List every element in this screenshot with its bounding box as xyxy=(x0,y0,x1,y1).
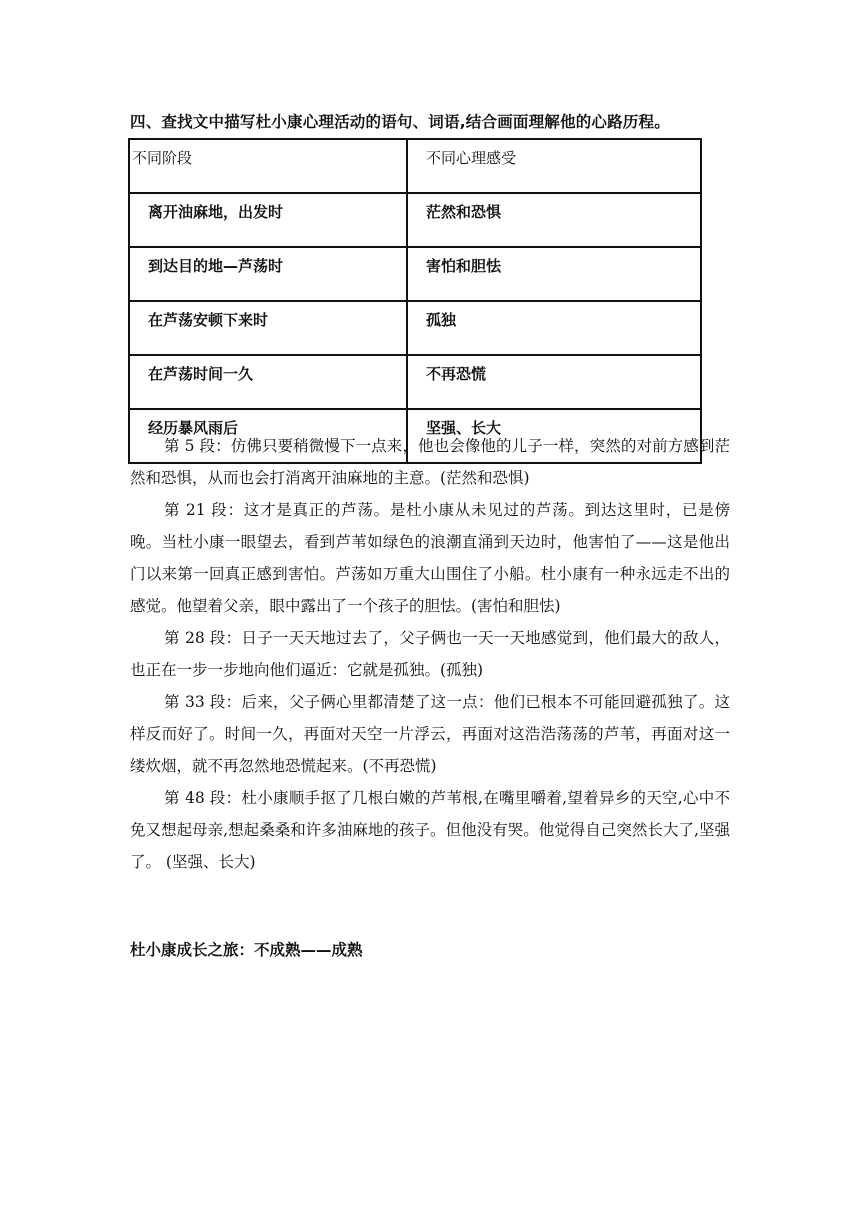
feeling-cell: 茫然和恐惧 xyxy=(407,193,701,247)
section-heading: 四、查找文中描写杜小康心理活动的语句、词语,结合画面理解他的心路历程。 xyxy=(130,113,670,131)
stage-cell: 在芦荡时间一久 xyxy=(129,355,407,409)
growth-summary: 杜小康成长之旅：不成熟——成熟 xyxy=(130,941,363,959)
table-row xyxy=(129,193,701,247)
stage-cell: 到达目的地—芦荡时 xyxy=(129,247,407,301)
table-row xyxy=(129,301,701,355)
stage-cell: 经历暴风雨后 xyxy=(129,409,407,463)
table-header-row xyxy=(129,139,701,193)
header-stage: 不同阶段 xyxy=(129,139,407,193)
paragraph-21: 第 21 段：这才是真正的芦荡。是杜小康从未见过的芦荡。到达这里时，已是傍晚。当杜小康一眼望去，看到芦苇如绿色的浪潮直涌到天边时，他害怕了——这是他出门以来第一回真正感到害怕。芦荡如万重大山围住了小船。杜小康有一种永远走不出的感觉。他望着父亲，眼中露出了一个孩子的胆怯。(害怕和胆怯) xyxy=(130,501,730,615)
paragraph-28: 第 28 段：日子一天天地过去了，父子俩也一天一天地感觉到，他们最大的敌人，也正在一步一步地向他们逼近：它就是孤独。(孤独) xyxy=(130,629,730,679)
psychology-stages-table xyxy=(128,138,702,464)
feeling-cell: 孤独 xyxy=(407,301,701,355)
paragraph-33: 第 33 段：后来，父子俩心里都清楚了这一点：他们已根本不可能回避孤独了。这样反而好了。时间一久，再面对天空一片浮云，再面对这浩浩荡荡的芦苇，再面对这一缕炊烟，就不再忽然地恐慌起来。(不再恐慌) xyxy=(130,693,730,775)
quote-paragraphs xyxy=(130,430,730,878)
header-feeling: 不同心理感受 xyxy=(407,139,701,193)
feeling-cell: 坚强、长大 xyxy=(407,409,701,463)
table-row xyxy=(129,247,701,301)
stage-cell: 在芦荡安顿下来时 xyxy=(129,301,407,355)
stage-cell: 离开油麻地，出发时 xyxy=(129,193,407,247)
paragraph-5: 第 5 段：仿佛只要稍微慢下一点来，他也会像他的儿子一样，突然的对前方感到茫然和恐惧，从而也会打消离开油麻地的主意。(茫然和恐惧) xyxy=(130,437,730,487)
table-row xyxy=(129,355,701,409)
feeling-cell: 害怕和胆怯 xyxy=(407,247,701,301)
feeling-cell: 不再恐慌 xyxy=(407,355,701,409)
paragraph-48: 第 48 段：杜小康顺手抠了几根白嫩的芦苇根,在嘴里嚼着,望着异乡的天空,心中不免又想起母亲,想起桑桑和许多油麻地的孩子。但他没有哭。他觉得自己突然长大了,坚强了。 (坚强、长大) xyxy=(130,789,730,871)
